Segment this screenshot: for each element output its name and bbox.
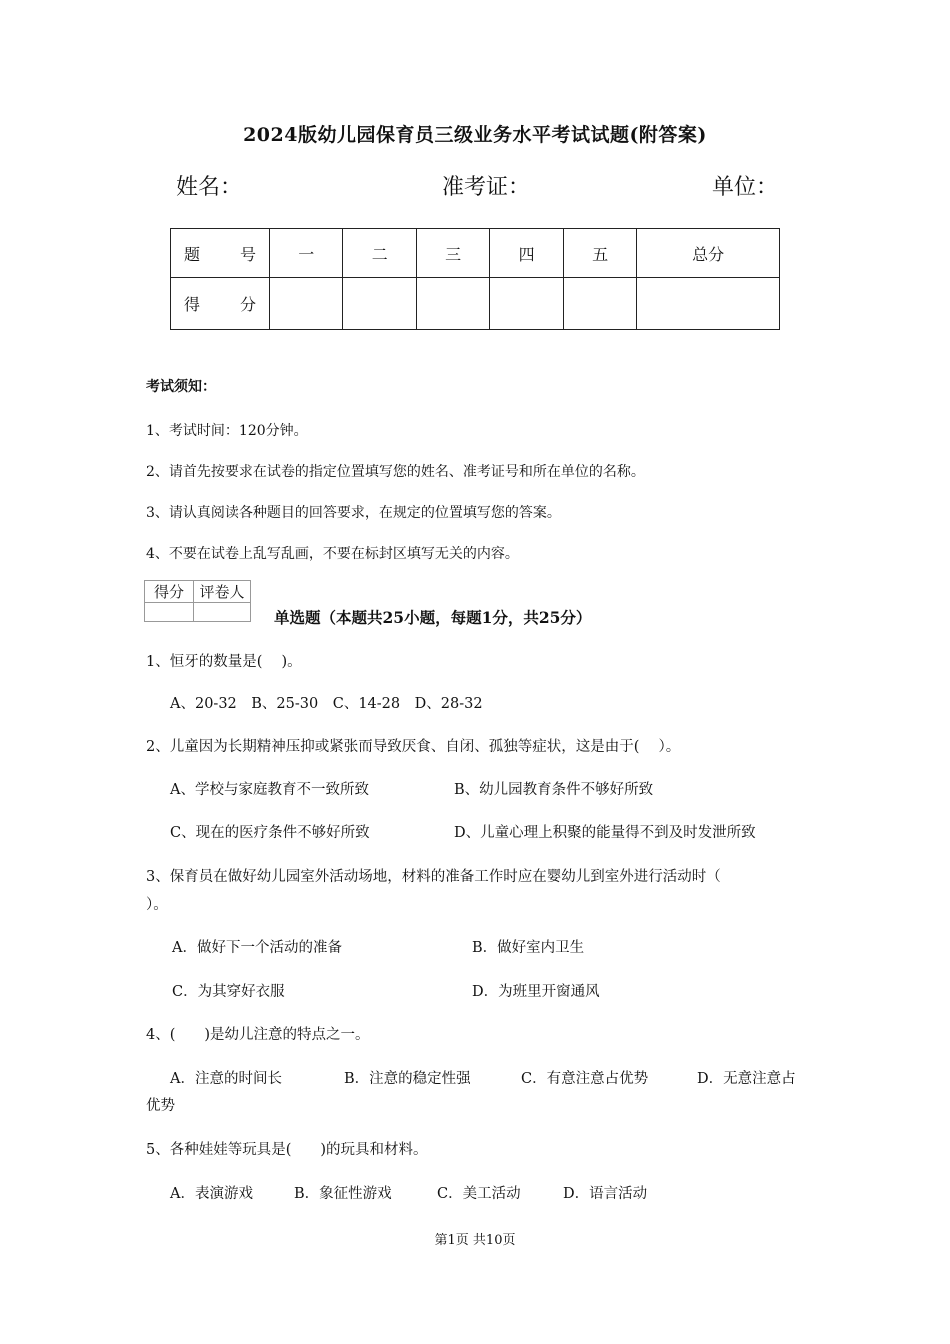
unit-label: 单位：: [712, 175, 779, 200]
question-option: A．做好下一个活动的准备: [172, 940, 342, 956]
question-stem: 4、( )是幼儿注意的特点之一。: [146, 1027, 370, 1043]
exam-id-label: 准考证：: [442, 175, 531, 200]
question-option: A、学校与家庭教育不一致所致: [170, 782, 369, 798]
score-table-header: 一: [270, 229, 343, 278]
question-option: B．象征性游戏: [294, 1186, 392, 1202]
question-option: C．为其穿好衣服: [172, 984, 285, 1000]
score-table-header: 二: [343, 229, 416, 278]
notice-item: 2、请首先按要求在试卷的指定位置填写您的姓名、准考证号和所在单位的名称。: [146, 464, 645, 480]
question-option: C．有意注意占优势: [521, 1071, 649, 1087]
question-option: B．注意的稳定性强: [344, 1071, 471, 1087]
score-table-header: 五: [563, 229, 636, 278]
notice-item: 1、考试时间：120分钟。: [146, 423, 308, 439]
question-stem: 1、恒牙的数量是( )。: [146, 654, 302, 670]
question-option: D．语言活动: [563, 1186, 648, 1202]
score-table-header: 四: [490, 229, 563, 278]
score-table-header: 题 号: [171, 229, 270, 278]
score-table-header: 三: [416, 229, 489, 278]
score-cell[interactable]: [270, 278, 343, 330]
grader-score-label: 得分: [145, 581, 194, 603]
grader-box: [144, 580, 251, 622]
page-number: 第1页 共10页: [434, 1233, 516, 1248]
question-stem: 2、儿童因为长期精神压抑或紧张而导致厌食、自闭、孤独等症状，这是由于( ）。: [146, 739, 681, 755]
score-table-score-row: [171, 278, 780, 330]
question-stem-continued: ）。: [146, 897, 168, 913]
score-table-header-row: [171, 229, 780, 278]
score-cell[interactable]: [416, 278, 489, 330]
question-stem: 3、保育员在做好幼儿园室外活动场地，材料的准备工作时应在婴幼儿到室外进行活动时（: [146, 869, 721, 885]
section-title: 单选题（本题共25小题，每题1分，共25分）: [274, 608, 592, 627]
question-option: C．美工活动: [437, 1186, 521, 1202]
question-option: A．表演游戏: [170, 1186, 253, 1202]
notice-item: 4、不要在试卷上乱写乱画，不要在标封区填写无关的内容。: [146, 546, 519, 562]
question-option: C、现在的医疗条件不够好所致: [170, 825, 370, 841]
score-row-label: 得 分: [171, 278, 270, 330]
score-table-header: 总分: [637, 229, 780, 278]
page-title: 2024版幼儿园保育员三级业务水平考试试题(附答案): [243, 124, 707, 146]
question-option: A．注意的时间长: [170, 1071, 282, 1087]
grader-score-cell[interactable]: [145, 603, 194, 622]
question-option: B、幼儿园教育条件不够好所致: [454, 782, 654, 798]
score-cell[interactable]: [343, 278, 416, 330]
grader-reviewer-cell[interactable]: [194, 603, 251, 622]
question-option: B．做好室内卫生: [472, 940, 585, 956]
notice-heading: 考试须知：: [146, 379, 216, 395]
question-option: D．为班里开窗通风: [472, 984, 600, 1000]
score-cell[interactable]: [490, 278, 563, 330]
score-table: [170, 228, 780, 330]
question-option: D．无意注意占: [697, 1071, 796, 1087]
grader-reviewer-label: 评卷人: [194, 581, 251, 603]
question-option: A、20-32 B、25-30 C、14-28 D、28-32: [170, 696, 483, 712]
score-cell[interactable]: [563, 278, 636, 330]
name-label: 姓名：: [176, 175, 243, 200]
question-option-wrap: 优势: [146, 1098, 175, 1114]
notice-item: 3、请认真阅读各种题目的回答要求，在规定的位置填写您的答案。: [146, 505, 561, 521]
question-stem: 5、各种娃娃等玩具是( )的玩具和材料。: [146, 1142, 428, 1158]
score-cell[interactable]: [637, 278, 780, 330]
question-option: D、儿童心理上积聚的能量得不到及时发泄所致: [454, 825, 756, 841]
